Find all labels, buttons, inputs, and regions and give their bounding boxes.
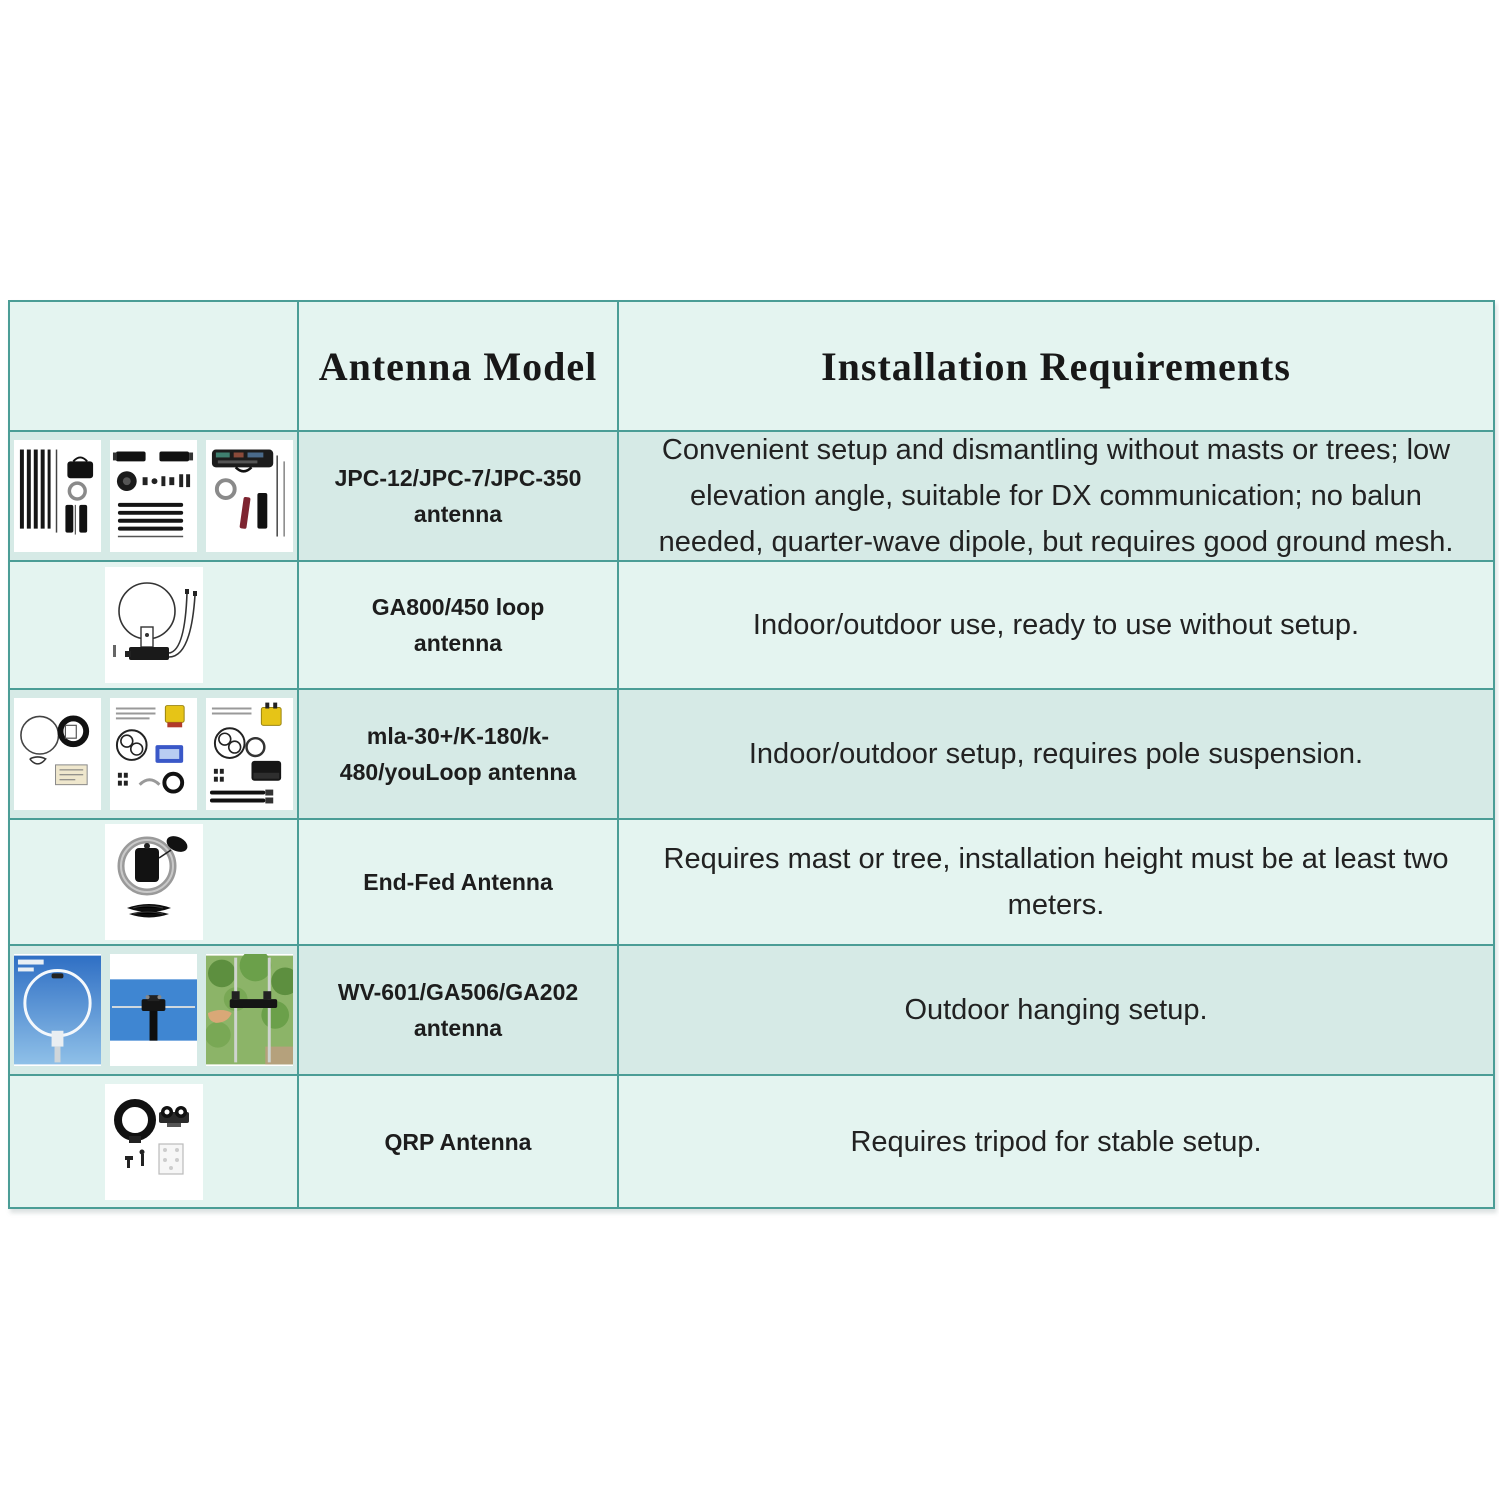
k180-kit-photo bbox=[110, 698, 197, 810]
requirement-jpc: Convenient setup and dismantling without masts or trees; low elevation angle, suitable for DX communication; no balun needed, quarter-wave dipole, but requires good ground mesh. bbox=[619, 432, 1493, 562]
requirement-ga800: Indoor/outdoor use, ready to use without setup. bbox=[619, 562, 1493, 690]
model-jpc: JPC-12/JPC-7/JPC-350 antenna bbox=[299, 432, 619, 562]
table-row-wv601-images bbox=[10, 946, 299, 1076]
endfed-wire-winder-photo bbox=[105, 824, 203, 940]
requirement-mla30: Indoor/outdoor setup, requires pole suspension. bbox=[619, 690, 1493, 820]
model-qrp: QRP Antenna bbox=[299, 1076, 619, 1207]
ga202-field-photo bbox=[206, 954, 293, 1066]
table-row-ga800-images bbox=[10, 562, 299, 690]
header-image-column bbox=[10, 302, 299, 432]
model-wv601: WV-601/GA506/GA202 antenna bbox=[299, 946, 619, 1076]
ga800-loop-antenna-diagram-photo bbox=[105, 567, 203, 683]
table-row-endfed-images bbox=[10, 820, 299, 946]
header-installation-requirements: Installation Requirements bbox=[619, 302, 1493, 432]
ga506-dipole-sky-photo bbox=[110, 954, 197, 1066]
requirement-qrp: Requires tripod for stable setup. bbox=[619, 1076, 1493, 1207]
mla30-loop-kit-photo bbox=[14, 698, 101, 810]
k480-kit-photo bbox=[206, 698, 293, 810]
table-row-jpc-images bbox=[10, 432, 299, 562]
model-ga800: GA800/450 loop antenna bbox=[299, 562, 619, 690]
qrp-loop-parts-photo bbox=[105, 1084, 203, 1200]
model-endfed: End-Fed Antenna bbox=[299, 820, 619, 946]
requirement-wv601: Outdoor hanging setup. bbox=[619, 946, 1493, 1076]
header-antenna-model: Antenna Model bbox=[299, 302, 619, 432]
jpc-coil-spool-kit-photo bbox=[110, 440, 197, 552]
requirement-endfed: Requires mast or tree, installation height must be at least two meters. bbox=[619, 820, 1493, 946]
jpc-carry-case-kit-photo bbox=[206, 440, 293, 552]
table-row-qrp-images bbox=[10, 1076, 299, 1207]
antenna-comparison-table bbox=[8, 300, 1495, 1209]
model-mla30: mla-30+/K-180/k-480/youLoop antenna bbox=[299, 690, 619, 820]
table-row-mla30-images bbox=[10, 690, 299, 820]
wv601-loop-sky-photo bbox=[14, 954, 101, 1066]
jpc-rod-kit-photo bbox=[14, 440, 101, 552]
